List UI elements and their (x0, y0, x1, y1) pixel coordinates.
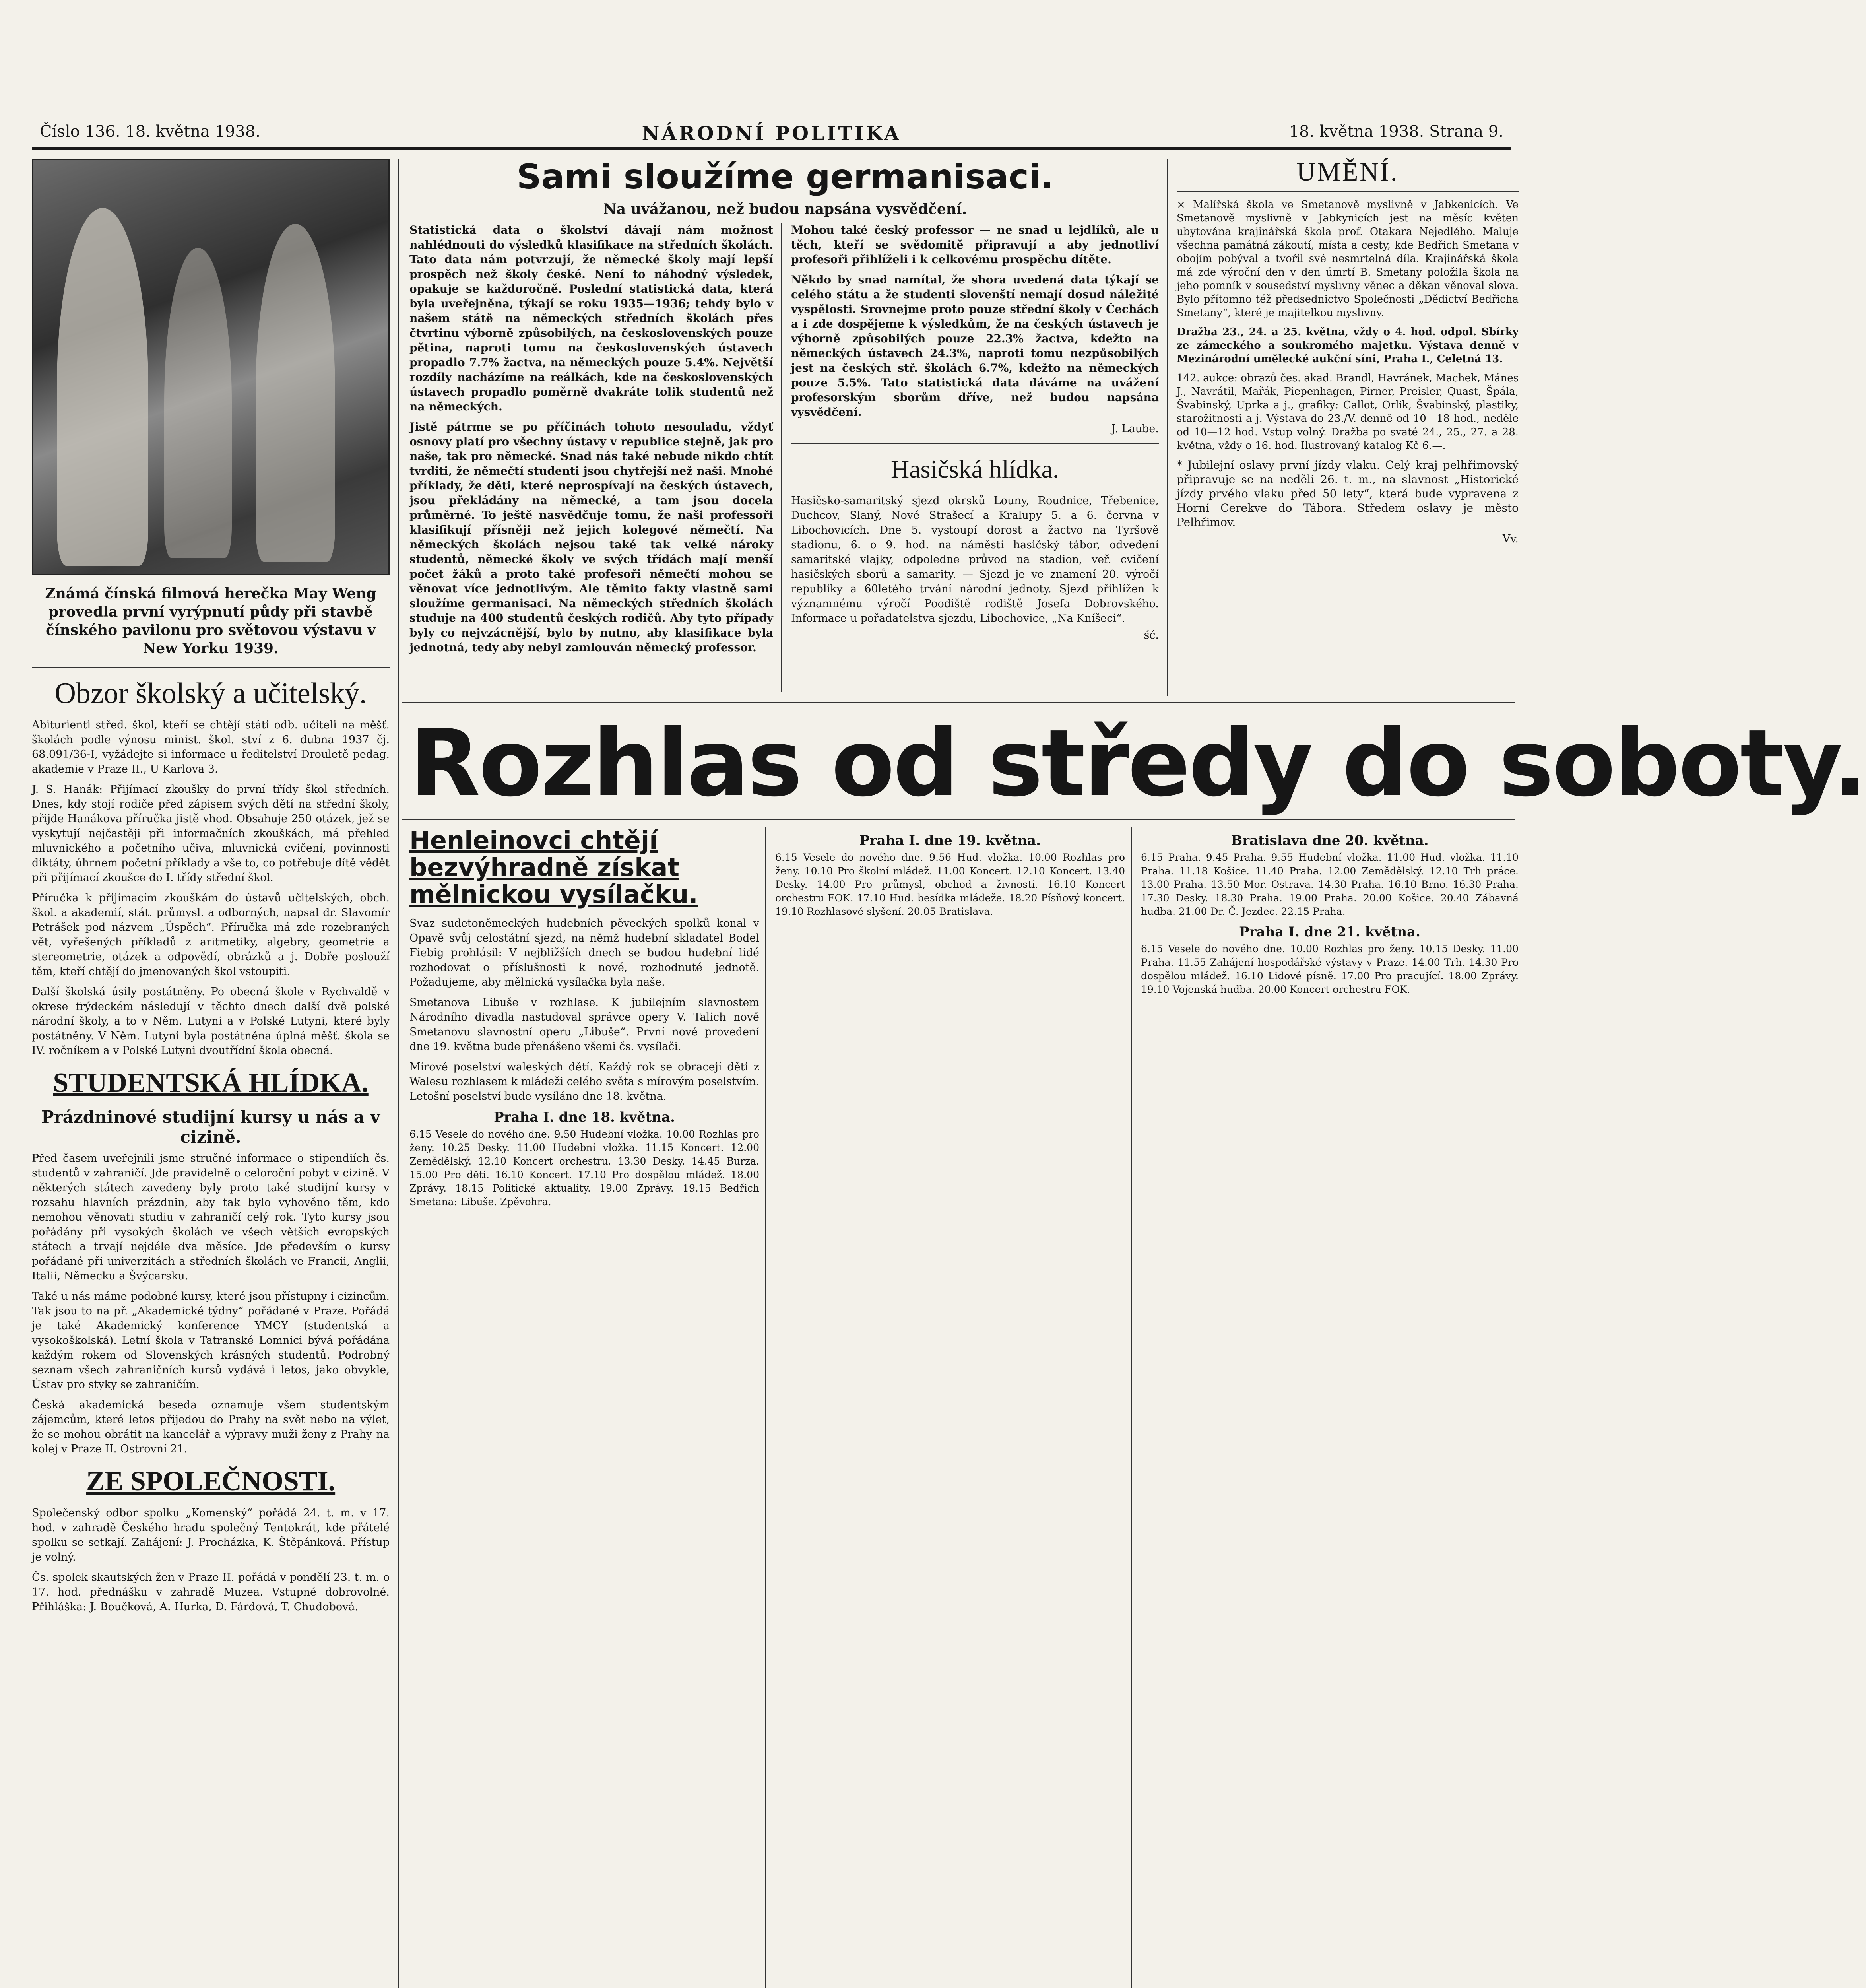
station-heading: Bratislava dne 20. května. (1231, 833, 1429, 848)
radio-headline: Rozhlas od středy do soboty. (409, 710, 1866, 817)
radio-program: 6.15 Praha. 9.45 Praha. 9.55 Hudební vložka. 11.00 Hud. vložka. 11.10 Praha. 11.18 Košice. 11.40 Praha. 12.00 Zemědělský. 12.10 Trh práce. 13.00 Praha. 13.50 Mor. Ostrava. 14.30 Praha. 16.10 Brno. 16.30 Praha. 17.30 Desky. 18.30 Praha. 19.00 Praha. 20.00 Košice. 20.40 Zábavná hudba. 21.00 Dr. Č. Jezdec. 22.15 Praha. (1141, 852, 1519, 917)
germanisation-headline: Sami sloužíme germanisaci. (516, 157, 1054, 197)
art-section-title: UMĚNÍ. (1177, 157, 1519, 192)
society-paragraph: Čs. spolek skautských žen v Praze II. pořádá v pondělí 23. t. m. o 17. hod. přednášku v zahradě Muzea. Vstupné dobrovolné. Přihláška: J. Boučková, A. Hurka, D. Fárdová, T. Chudobová. (32, 1571, 390, 1613)
section-divider (402, 702, 1515, 703)
germanisation-paragraph: Statistická data o školství dávají nám možnost nahlédnouti do výsledků klasifikace na středních školách. Tato data nám potvrzují, že německé školy mají lepší prospěch než školy české. Není to náhodný výsledek, opakuje se každoročně. Poslední statistická data, která byla uveřejněna, týkají se roku 1935—1936; tehdy bylo v našem státě na německých středních školách přes čtvrtinu výborně způsobilých, na československých pouze pětina, naproti tomu na československých ústavech propadlo 7.7% žactva, na německých pouze 5.4%. Největší rozdíly nacházíme na reálkách, kde na československých ústavech propadlo poměrně dvakráte tolik studentů než na německých. (409, 223, 773, 413)
radio-column-1 (409, 827, 759, 1988)
station-heading: Praha I. dne 21. května. (1239, 924, 1420, 940)
art-paragraph: 142. aukce: obrazů čes. akad. Brandl, Havránek, Machek, Mánes J., Navrátil, Mařák, Piepenhagen, Pirner, Preisler, Quast, Špála, Švabinský, Uprka a j., grafiky: Callot, Orlik, Švabinský, plastiky, starožitnosti a j. Výstava do 23./V. denně od 10—18 hod., neděle od 10—12 hod. Vstup volný. Dražba po svaté 24., 25., 27. a 28. května, vždy o 16. hod. Ilustrovaný katalog Kč 6.—. (1177, 372, 1519, 452)
fire-brigade-title: Hasičská hlídka. (891, 455, 1059, 483)
column-divider (765, 827, 766, 1988)
germanisation-paragraph: Jistě pátrme se po příčinách tohoto nesouladu, vždyť osnovy platí pro všechny ústavy v republice stejně, jak pro naše, tak pro německé. Snad nás také nebude nikdo chtít tvrditi, že němečtí studenti jsou chytřejší než naši. Mnohé příklady, že děti, které neprospívají na českých ústavech, jsou překládány na německé, a tam jsou docela průměrné. To ještě nasvědčuje tomu, že naši professoři klasifikují přísněji než jejich kolegové němečtí. Na německých školách nejsou také tak velké nároky studentů, německé školy ve svých třídách mají menší počet žáků a proto také profesoři němečtí mohou se věnovat více jednotlivým. Ale těmito fakty vlastně sami sloužíme germanisaci. Na německých středních školách studuje na 400 studentů českých rodičů. Aby tyto případy byly co nejvzácnější, bylo by nutno, aby klasifikace byla jednotná, tedy aby nebyl zamlouván německý professor. (409, 420, 773, 654)
station-heading: Praha I. dne 18. května. (494, 1109, 675, 1125)
germanisation-subhead: Na uvážanou, než budou napsána vysvědčení. (603, 201, 967, 217)
radio-program: 6.15 Vesele do nového dne. 9.56 Hud. vložka. 10.00 Rozhlas pro ženy. 10.10 Pro školní mládež. 11.00 Koncert. 12.10 Koncert. 13.40 Desky. 14.00 Pro průmysl, obchod a živnosti. 16.10 Koncert orchestru FOK. 17.10 Hud. besídka mládeže. 18.20 Písňový koncert. 19.10 Rozhlasové slyšení. 20.05 Bratislava. (775, 852, 1125, 917)
germanisation-paragraph: Mohou také český professor — ne snad u lejdlíků, ale u těch, kteří se svědomitě připravují a aby jednotliví profesoři přihlíželi i k celkovému prospěchu dítěte. (791, 223, 1159, 266)
column-divider (1131, 827, 1132, 1988)
masthead (32, 119, 1511, 150)
fire-brigade-signature: ść. (1144, 629, 1159, 641)
germanisation-paragraph: Někdo by snad namítal, že shora uvedená data týkají se celého státu a že studenti slovenští nemají dosud náležité vyspělosti. Srovnejme proto pouze střední školy v Čechách a i zde dospějeme k výsledkům, že na českých ústavech je výborně způsobilých pouze 22.3% žactva, kdežto na německých ústavech 24.3%, naproti tomu nezpůsobilých jest na českých stř. školách 6.7%, kdežto na německých pouze 5.5%. Tato statistická data dáváme na uvážení profesorským sborům dříve, než budou napsána vysvědčení. (791, 273, 1159, 419)
student-watch-paragraph: Před časem uveřejnili jsme stručné informace o stipendiích čs. studentů v zahraničí. Jde pravidelně o celoroční pobyt v cizině. V některých státech zavedeny byly proto také studijní kursy v rozsahu hlavních prázdnin, aby tak bylo vyhověno těm, kdo nemohou věnovati studiu v zahraničí celý rok. Tyto kursy jsou pořádány při vysokých školách ve všech větších evropských státech a trvají nejdéle dva měsíce. Jde především o kursy pořádané při univerzitách a středních školách ve Francii, Anglii, Italii, Německu a Švýcarsku. (32, 1152, 390, 1282)
germanisation-signature: J. Laube. (1111, 423, 1159, 435)
student-watch-title: STUDENTSKÁ HLÍDKA. (53, 1068, 369, 1098)
society-paragraph: Společenský odbor spolku „Komenský“ pořádá 24. t. m. v 17. hod. v zahradě Českého hradu společný Tentokrát, kde přátelé spolku se setkají. Zahájení: J. Procházka, K. Štěpánková. Přístup je volný. (32, 1507, 390, 1563)
school-paragraph: Příručka k přijímacím zkouškám do ústavů učitelských, obch. škol. a akademií, stát. průmysl. a odborných, napsal dr. Slavomír Petrášek pod názvem „Úspěch“. Příručka má zde rozebraných vět, vyřešených příkladů z aritmetiky, algebry, geometrie a stereometrie, otázek a odpovědí, obrázků a j. Dobře poslouží těm, kteří chtějí do jmenovaných škol vstoupiti. (32, 892, 390, 978)
libuse-paragraph: Smetanova Libuše v rozhlase. K jubilejním slavnostem Národního divadla nastudoval správce opery V. Talich nově Smetanovu slavnostní operu „Libuše“. První nové provedení dne 19. května bude přenášeno všemi čs. vysílači. (409, 996, 759, 1053)
school-paragraph: Abiturienti střed. škol, kteří se chtějí státi odb. učiteli na měšť. školách podle výnosu minist. škol. ství z 6. dubna 1937 čj. 68.091/36-I, vyžádejte si informace u ředitelství Drouletě pedag. akademie v Praze II., U Karlova 3. (32, 719, 390, 775)
radio-program: 6.15 Vesele do nového dne. 10.00 Rozhlas pro ženy. 10.15 Desky. 11.00 Praha. 11.55 Zahájení hospodářské výstavy v Praze. 14.00 Trh. 14.30 Pro dospělou mládež. 16.10 Lidové písně. 17.00 Pro pracující. 18.00 Zprávy. 19.10 Vojenská hudba. 20.00 Koncert orchestru FOK. (1141, 943, 1519, 995)
school-paragraph: J. S. Hanák: Přijímací zkoušky do první třídy škol středních. Dnes, kdy stojí rodiče před zápisem svých dětí na střední školy, přijde Hanákova příručka jistě vhod. Obsahuje 250 otázek, jež se vyskytují nejčastěji při informačních zkouškách, má přehled mluvnického a početního učiva, mluvnická cvičení, povinnosti diktáty, úhrnem početní příklady a vše to, co potřebuje dítě vědět při přijímací zkoušce do I. třídy střední škol. (32, 783, 390, 884)
photo-caption: Známá čínská filmová herečka May Weng provedla první vyrýpnutí půdy při stavbě čínského pavilonu pro světovou výstavu v New Yorku 1939. (45, 585, 376, 657)
germanisation-article (409, 157, 1161, 696)
station-heading: Praha I. dne 19. května. (859, 833, 1041, 848)
page-date: 18. května 1938. Strana 9. (1289, 122, 1503, 141)
radio-column-3 (1141, 827, 1519, 1988)
news-photo (32, 159, 390, 575)
art-auction-notice: Dražba 23., 24. a 25. května, vždy o 4. hod. odpol. Sbírky ze zámeckého a soukromého majetku. Výstava denně v Mezinárodní umělecké aukční síni, Praha I., Celetná 13. (1177, 326, 1519, 365)
art-column (1177, 157, 1519, 696)
art-paragraph: * Jubilejní oslavy první jízdy vlaku. Celý kraj pelhřimovský připravuje se na neděli 26. t. m., na slavnost „Historické jízdy prvého vlaku před 50 lety“, která bude vypravena z Horní Cerekve do Tábora. Středem oslavy je město Pelhřimov. (1177, 458, 1519, 529)
school-paragraph: Další školská úsily postátněny. Po obecná škole v Rychvaldě v okrese frýdeckém následují v těchto dnech další dvě polské národní školy, a to v Něm. Lutyni a v Polské Lutyni, které byly postátněny. V Něm. Lutyni byla postátněna úplná měšť. škola se IV. ročníkem a v Polské Lutyni dvoutřídní škola obecná. (32, 986, 390, 1057)
art-paragraph: × Malířská škola ve Smetanově myslivně v Jabkenicích. Ve Smetanově myslivně v Jabkynicích jest na měsíc květen ubytována krajinářská škola prof. Otakara Nejedlého. Maluje všechna památná zákoutí, místa a cesty, kde Bedřich Smetana v obojím pobýval a tvořil své nesmrtelná díla. Krajinářská škola má zde výroční den v den úmrtí B. Smetany položila škola na jeho pomník v sousedství myslivny věnec a děkan věnoval slova. Bylo přítomno též předsednictvo Společnosti „Dědictví Bedřicha Smetany“, které je majitelkou myslivny. (1177, 199, 1519, 319)
fire-brigade-text: Hasičsko-samaritský sjezd okrsků Louny, Roudnice, Třebenice, Duchcov, Slaný, Nové Strašecí a Kralupy 5. a 6. června v Libochovicích. Dne 5. vystoupí dorost a žactvo na Tyršově stadionu, 6. o 9. hod. na náměstí hasičský tábor, odvedení samaritské vlajky, odpoledne průvod na stadion, veř. cvičení hasičských sborů a samarity. — Sjezd je ve znamení 20. výročí republiky a 60letého trvání národní jednoty. Sjezd přihlížen k významnému výročí Poodiště rodiště Josefa Dobrovského. Informace u pořadatelstva sjezdu, Libochovice, „Na Kníšeci“. (791, 495, 1159, 625)
henlein-paragraph: Svaz sudetoněmeckých hudebních pěveckých spolků konal v Opavě svůj celostátní sjezd, na němž hudební skladatel Bodel Fiebig prohlásil: V nejbližších dnech se budou hudební lidé rozhodovat o příslušnosti k nové, rozhodnuté jednotě. Požadujeme, aby mělnická vysílačka byla naše. (409, 917, 759, 988)
newspaper-title: NÁRODNÍ POLITIKA (642, 122, 902, 145)
student-watch-paragraph: Česká akademická beseda oznamuje všem studentským zájemcům, které letos přijedou do Prahy na svět nebo na výlet, že se mohou obrátit na kancelář a výpravy muži ženy z Prahy na kolej v Praze II. Ostrovní 21. (32, 1399, 390, 1455)
radio-program: 6.15 Vesele do nového dne. 9.50 Hudební vložka. 10.00 Rozhlas pro ženy. 10.25 Desky. 11.00 Hudební vložka. 11.15 Koncert. 12.00 Zemědělský. 12.10 Koncert orchestru. 13.30 Desky. 14.45 Burza. 15.00 Pro děti. 16.10 Koncert. 17.10 Pro dospělou mládež. 18.00 Zprávy. 18.15 Politické aktuality. 19.00 Zprávy. 19.15 Bedřich Smetana: Libuše. Zpěvohra. (409, 1128, 759, 1208)
radio-column-2 (775, 827, 1125, 1988)
society-section-title: ZE SPOLEČNOSTI. (86, 1466, 336, 1497)
student-watch-paragraph: Také u nás máme podobné kursy, které jsou přístupny i cizincům. Tak jsou to na př. „Akademické týdny“ pořádané v Praze. Pořádá je také Akademický konference YMCY (studentská a vysokoškolská). Letní škola v Tatranské Lomnici bývá pořádána každým rokem od Slovenských krásných studentů. Podrobný seznam všech zahraničních kursů vydává i letos, jako obvykle, Ústav pro styky se zahraničím. (32, 1290, 390, 1391)
welsh-paragraph: Mírové poselství waleských dětí. Každý rok se obracejí děti z Walesu rozhlasem k mládeži celého světa s mírovým poselstvím. Letošní poselství bude vysíláno dne 18. května. (409, 1061, 759, 1103)
left-column (32, 159, 390, 1988)
school-section-title: Obzor školský a učitelský. (54, 677, 367, 710)
column-divider (398, 159, 399, 1988)
issue-number: Číslo 136. 18. května 1938. (40, 122, 261, 141)
column-divider (1167, 159, 1168, 696)
student-watch-subtitle: Prázdninové studijní kursy u nás a v cizině. (41, 1107, 380, 1147)
section-divider (402, 819, 1515, 820)
art-signature: Vv. (1502, 533, 1519, 545)
henlein-headline: Henleinovci chtějí bezvýhradně získat mělnickou vysílačku. (409, 826, 698, 909)
